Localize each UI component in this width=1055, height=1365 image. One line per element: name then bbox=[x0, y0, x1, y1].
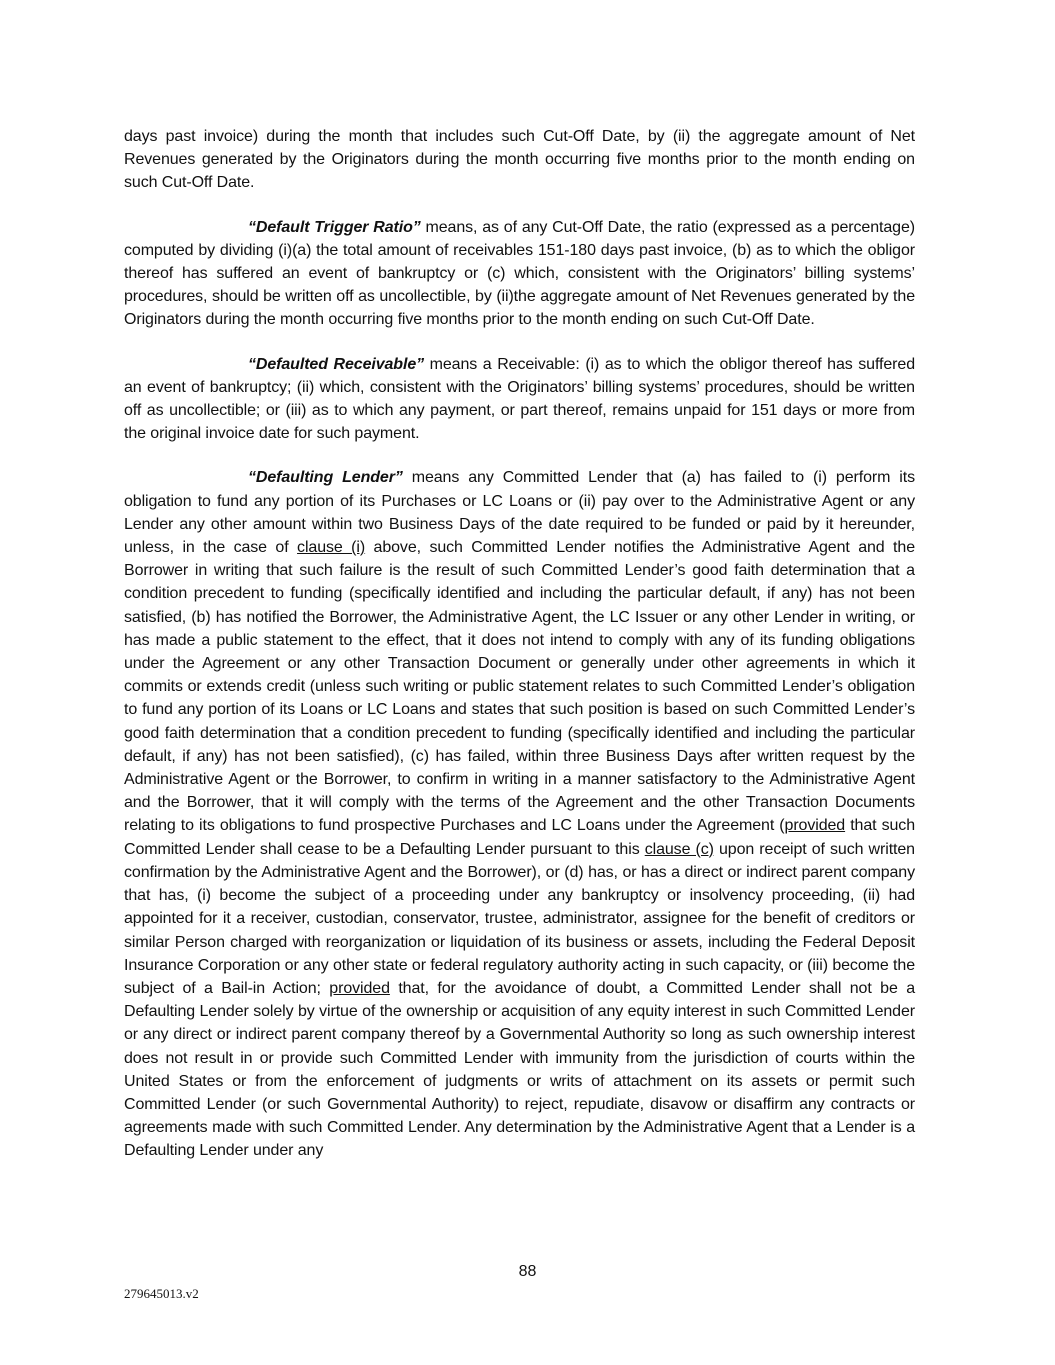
definition-text: that such Committed Lender shall cease to be a Defaulting Lender pursuant to this bbox=[124, 817, 915, 858]
paragraph-text: days past invoice) during the month that includes such Cut-Off Date, by (ii) the aggregate amount of Net Revenues generated by the Originators during the month occurring five months prior to the month ending on such Cut-Off Date. bbox=[124, 128, 915, 192]
definition-text: means a Receivable: (i) as to which the obligor thereof has suffered an event of bankruptcy; (ii) which, consistent with the Originators’ billing systems’ procedures, should be written off as uncollectible; or (iii) as to which any payment, or part thereof, remains unpaid for 151 days or more from the original invoice date for such payment. bbox=[124, 355, 915, 443]
definition-defaulting-lender bbox=[124, 466, 915, 1162]
document-body bbox=[124, 125, 915, 1184]
document-id: 279645013.v2 bbox=[124, 1286, 199, 1301]
paragraph-continuation bbox=[124, 125, 915, 195]
defined-term: “Default Trigger Ratio” bbox=[248, 218, 421, 236]
page-number: 88 bbox=[518, 1263, 537, 1280]
proviso-term: provided bbox=[784, 817, 846, 835]
clause-reference: clause (i) bbox=[297, 539, 366, 557]
definition-text: that, for the avoidance of doubt, a Committed Lender shall not be a Defaulting Lender solely by virtue of the ownership or acquisition of any equity interest in such Committed Lender or any direct or indirect parent company thereof by a Governmental Authority so long as such ownership interest does not result in or provide such Committed Lender with immunity from the jurisdiction of courts within the United States or from the enforcement of judgments or writs of attachment on its assets or permit such Committed Lender (or such Governmental Authority) to reject, repudiate, disavow or disaffirm any contracts or agreements made with such Committed Lender. Any determination by the Administrative Agent that a Lender is a Defaulting Lender under any bbox=[124, 979, 915, 1160]
clause-reference: clause (c) bbox=[644, 840, 714, 858]
proviso-term: provided bbox=[329, 979, 390, 997]
definition-default-trigger-ratio bbox=[124, 216, 915, 332]
definition-defaulted-receivable bbox=[124, 353, 915, 446]
defined-term: “Defaulting Lender” bbox=[248, 469, 403, 487]
definition-text: means, as of any Cut-Off Date, the ratio (expressed as a percentage) computed by dividing (i)(a) the total amount of receivables 151-180 days past invoice, (b) as to which the obligor thereof has suffered an event of bankruptcy or (c) which, consistent with the Originators’ billing systems’ procedures, should be written off as uncollectible, by (ii)the aggregate amount of Net Revenues generated by the Originators during the month occurring five months prior to the month ending on such Cut-Off Date. bbox=[124, 218, 915, 329]
definition-text: upon receipt of such written confirmation by the Administrative Agent and the Borrower), or (d) has, or has a direct or indirect parent company that has, (i) become the subject of a proceeding under any bankruptcy or insolvency proceeding, (ii) had appointed for it a receiver, custodian, conservator, trustee, administrator, assignee for the benefit of creditors or similar Person charged with reorganization or liquidation of its business or assets, including the Federal Deposit Insurance Corporation or any other state or federal regulatory authority acting in such capacity, or (iii) become the subject of a Bail-in Action; bbox=[124, 840, 915, 997]
definition-text: above, such Committed Lender notifies the Administrative Agent and the Borrower in writing that such failure is the result of such Committed Lender’s good faith determination that a condition precedent to funding (specifically identified and including the particular default, if any) has not been satisfied, (b) has notified the Borrower, the Administrative Agent, the LC Issuer or any other Lender in writing, or has made a public statement to the effect, that it does not intend to comply with any of its funding obligations under the Agreement or any other Transaction Document or generally under other agreements in which it commits or extends credit (unless such writing or public statement relates to such Committed Lender’s obligation to fund any portion of its Loans or LC Loans and states that such position is based on such Committed Lender’s good faith determination that a condition precedent to funding (specifically identified and including the particular default, if any) has not been satisfied), (c) has failed, within three Business Days after written request by the Administrative Agent or the Borrower, to confirm in writing in a manner satisfactory to the Administrative Agent and the Borrower, that it will comply with the terms of the Agreement and the other Transaction Documents relating to its obligations to fund prospective Purchases and LC Loans under the Agreement ( bbox=[124, 539, 915, 835]
definition-text: means any Committed Lender that (a) has failed to (i) perform its obligation to fund any portion of its Purchases or LC Loans or (ii) pay over to the Administrative Agent or any Lender any other amount within two Business Days of the date required to be funded or paid by it hereunder, unless, in the case of bbox=[124, 469, 915, 557]
defined-term: “Defaulted Receivable” bbox=[248, 355, 425, 373]
